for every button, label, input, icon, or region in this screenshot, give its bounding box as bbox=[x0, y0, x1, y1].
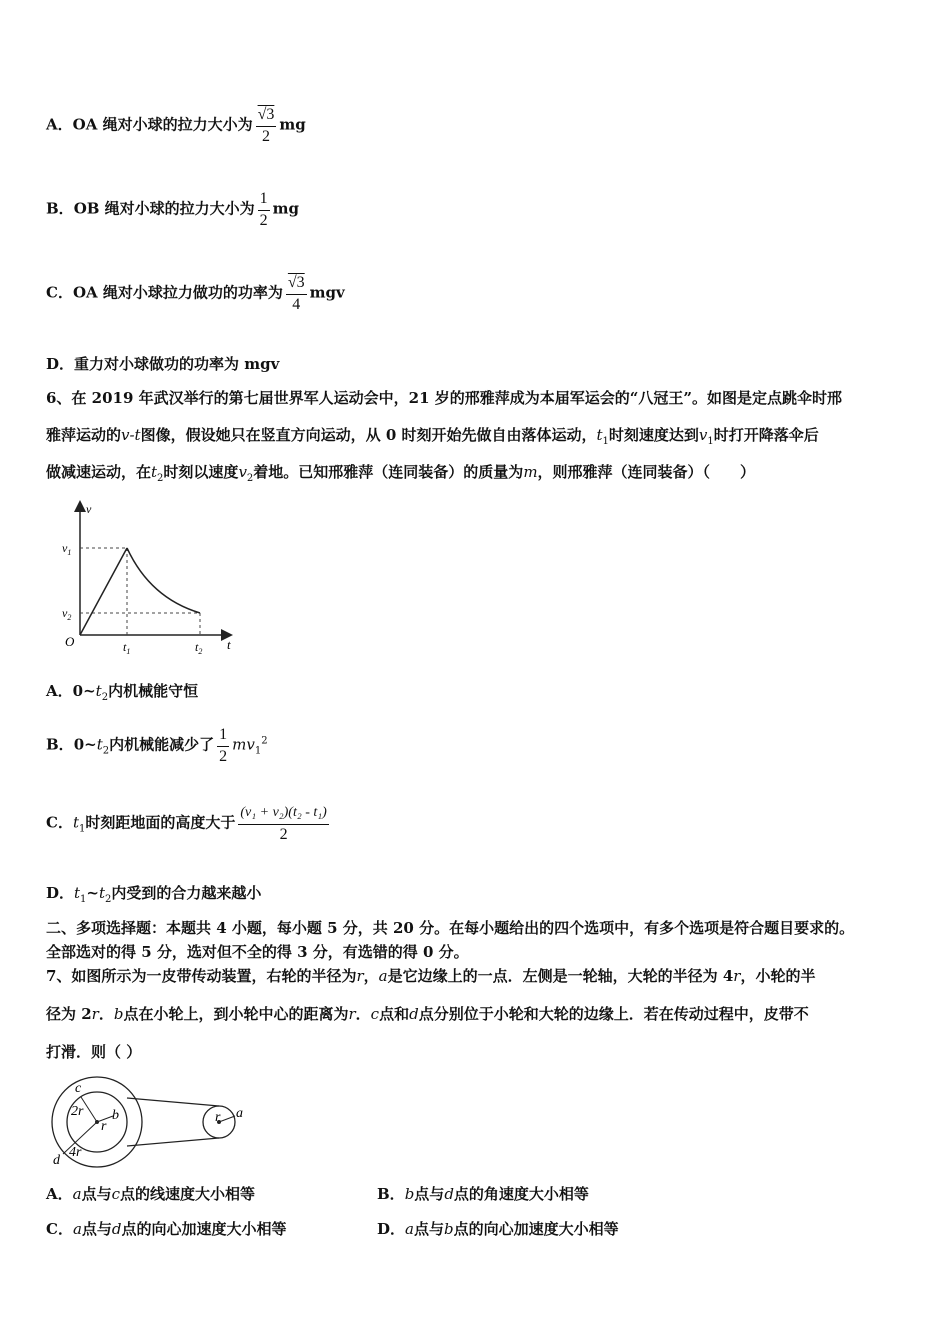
math-var: m bbox=[523, 463, 538, 481]
q7-stem-line2 bbox=[46, 1004, 809, 1024]
option-label: A． bbox=[46, 115, 73, 134]
belt-top bbox=[127, 1098, 219, 1106]
vt-graph bbox=[55, 500, 255, 660]
section2-line2: 全部选对的得 5 分，选对但不全的得 3 分，有选错的得 0 分。 bbox=[46, 943, 469, 961]
fraction-denominator: 2 bbox=[256, 126, 277, 147]
option-text: 重力对小球做功的功率为 mgv bbox=[74, 355, 280, 373]
text: 点的向心加速度大小相等 bbox=[453, 1220, 619, 1238]
belt-bottom bbox=[127, 1138, 219, 1146]
deceleration-curve bbox=[127, 548, 200, 613]
text: 点与 bbox=[81, 1185, 112, 1203]
text: 时刻距地面的高度大于 bbox=[85, 813, 236, 832]
subscript: 2 bbox=[105, 894, 112, 905]
math-var: r bbox=[356, 967, 364, 985]
subscript: 2 bbox=[101, 692, 109, 703]
subscript: 1 bbox=[602, 436, 609, 447]
math-var: r bbox=[91, 1005, 99, 1023]
fraction-numerator: 1 bbox=[219, 726, 228, 743]
math-var: d bbox=[444, 1185, 454, 1203]
text: 内受到的合力越来越小 bbox=[111, 884, 262, 902]
q7-option-a[interactable] bbox=[46, 1184, 255, 1204]
q6-option-b[interactable] bbox=[46, 724, 268, 767]
text: ~ bbox=[86, 884, 99, 902]
option-label: D． bbox=[377, 1220, 406, 1238]
math-var: b bbox=[113, 1005, 124, 1023]
option-label: A． bbox=[46, 682, 73, 700]
subscript: 1 bbox=[78, 823, 86, 835]
math-var: a bbox=[72, 1220, 82, 1238]
fraction-numerator: (v₁ + v₂)(t₂ - t₁) bbox=[240, 805, 327, 820]
label-d: d bbox=[53, 1153, 60, 1168]
text: 时刻以速度 bbox=[163, 463, 239, 481]
math-var: r bbox=[733, 967, 741, 985]
q7-stem-line1 bbox=[46, 966, 815, 986]
text: ，则邢雅萍（连同装备）（ ） bbox=[537, 463, 756, 481]
q6-option-a[interactable] bbox=[46, 681, 198, 708]
label-b: b bbox=[112, 1108, 119, 1123]
q7-option-c[interactable] bbox=[46, 1219, 287, 1239]
math-var: v bbox=[238, 463, 247, 481]
math-var: v-t bbox=[121, 426, 141, 444]
option-text: OB 绳对小球的拉力大小为 bbox=[73, 199, 255, 218]
text: 点在小轮上，到小轮中心的距离为 bbox=[123, 1005, 349, 1023]
center-dot-left bbox=[95, 1120, 99, 1124]
fraction bbox=[238, 802, 328, 845]
text: 点和 bbox=[379, 1005, 410, 1023]
text: 点与 bbox=[414, 1185, 445, 1203]
q7-stem-line3: 打滑．则（ ） bbox=[46, 1043, 142, 1061]
text: 时打开降落伞后 bbox=[713, 426, 819, 444]
math-var: t bbox=[72, 813, 79, 832]
text: 0~ bbox=[72, 682, 96, 700]
math-var: c bbox=[111, 1185, 121, 1203]
math-var: t bbox=[95, 682, 102, 700]
text: 图像，假设她只在竖直方向运动，从 0 时刻开始先做自由落体运动， bbox=[140, 426, 597, 444]
fraction-denominator: 2 bbox=[259, 212, 268, 229]
text: 点的角速度大小相等 bbox=[453, 1185, 589, 1203]
label-r-left: r bbox=[101, 1119, 107, 1134]
option-label: B． bbox=[46, 199, 74, 218]
option-label: C． bbox=[46, 283, 73, 302]
q6-option-d[interactable] bbox=[46, 883, 261, 910]
fraction bbox=[258, 188, 270, 231]
math-var: d bbox=[409, 1005, 419, 1023]
belt-drive-diagram bbox=[45, 1072, 260, 1174]
q6-stem-line1: 6、在 2019 年武汉举行的第七届世界军人运动会中，21 岁的邢雅萍成为本届军运会的“八冠王”。如图是定点跳伞时邢 bbox=[46, 389, 842, 407]
q5-option-b[interactable] bbox=[46, 188, 299, 231]
label-c: c bbox=[75, 1081, 82, 1096]
option-unit: mg bbox=[279, 115, 306, 134]
text: 雅萍运动的 bbox=[46, 426, 122, 444]
math-var: c bbox=[370, 1005, 380, 1023]
t2-label: $t_2$ bbox=[195, 640, 203, 656]
fraction bbox=[256, 104, 277, 147]
t1-label: $t_1$ bbox=[123, 640, 131, 656]
option-label: C． bbox=[46, 1220, 73, 1238]
text: 点的向心加速度大小相等 bbox=[121, 1220, 287, 1238]
fraction-numerator: 1 bbox=[259, 190, 268, 207]
text: 径为 2 bbox=[46, 1005, 92, 1023]
math-var: t bbox=[151, 463, 158, 481]
option-label: D． bbox=[46, 355, 75, 373]
q7-option-b[interactable] bbox=[377, 1184, 589, 1204]
option-text: OA 绳对小球的拉力大小为 bbox=[72, 115, 253, 134]
label-r-right: r bbox=[215, 1110, 221, 1125]
v2-label: $v_2$ bbox=[62, 606, 72, 622]
option-label: A． bbox=[46, 1185, 73, 1203]
text: 内机械能减少了 bbox=[109, 735, 215, 754]
subscript: 1 bbox=[707, 436, 714, 447]
option-label: D． bbox=[46, 884, 75, 902]
t-axis-label: t bbox=[227, 637, 231, 652]
math-var: t bbox=[96, 735, 103, 754]
math-var: a bbox=[72, 1185, 82, 1203]
text: 是它边缘上的一点．左侧是一轮轴，大轮的半径为 4 bbox=[387, 967, 734, 985]
q5-option-c[interactable] bbox=[46, 272, 345, 315]
fraction bbox=[286, 272, 307, 315]
fraction-numerator: √3 bbox=[287, 274, 305, 291]
subscript: 2 bbox=[246, 473, 254, 484]
label-a: a bbox=[236, 1106, 243, 1121]
option-label: B． bbox=[377, 1185, 405, 1203]
text: ，小轮的半 bbox=[740, 967, 816, 985]
fraction-denominator: 2 bbox=[219, 748, 228, 765]
subscript: 1 bbox=[80, 894, 87, 905]
text: ． bbox=[98, 1005, 114, 1023]
text: 点与 bbox=[81, 1220, 112, 1238]
math-var: a bbox=[405, 1220, 414, 1238]
superscript: 2 bbox=[261, 735, 268, 747]
q6-stem-line2 bbox=[46, 425, 819, 452]
text: 点的线速度大小相等 bbox=[120, 1185, 256, 1203]
q5-option-a[interactable] bbox=[46, 104, 306, 147]
label-4r: 4r bbox=[69, 1145, 82, 1160]
label-2r: 2r bbox=[71, 1104, 84, 1119]
math-expr: mv bbox=[232, 735, 255, 754]
text: ， bbox=[363, 967, 379, 985]
math-var: t bbox=[99, 884, 106, 902]
option-label: C． bbox=[46, 813, 73, 832]
text: 时刻速度达到 bbox=[608, 426, 699, 444]
text: 做减速运动，在 bbox=[46, 463, 152, 481]
text: ． bbox=[355, 1005, 371, 1023]
v-axis-label: v bbox=[86, 502, 92, 516]
freefall-line bbox=[80, 548, 127, 635]
radius-a bbox=[219, 1116, 235, 1122]
option-text: OA 绳对小球拉力做功的功率为 bbox=[72, 283, 283, 302]
origin-label: O bbox=[65, 634, 75, 649]
text: 点分别位于小轮和大轮的边缘上．若在传动过程中，皮带不 bbox=[418, 1005, 809, 1023]
q5-option-d[interactable] bbox=[46, 354, 279, 374]
math-var: t bbox=[74, 884, 81, 902]
option-unit: mgv bbox=[309, 283, 345, 302]
math-var: b bbox=[404, 1185, 415, 1203]
math-var: r bbox=[348, 1005, 356, 1023]
fraction bbox=[217, 724, 229, 767]
subscript: 1 bbox=[254, 745, 262, 757]
v1-label: $v_1$ bbox=[62, 541, 72, 557]
fraction-denominator: 2 bbox=[238, 824, 328, 845]
option-unit: mg bbox=[272, 199, 300, 218]
subscript: 2 bbox=[157, 473, 164, 484]
math-var: b bbox=[443, 1220, 454, 1238]
text: 内机械能守恒 bbox=[108, 682, 199, 700]
text: 点与 bbox=[413, 1220, 444, 1238]
text: 0~ bbox=[73, 735, 97, 754]
section2-line1: 二、多项选择题：本题共 4 小题，每小题 5 分，共 20 分。在每小题给出的四个选项中，有多个选项是符合题目要求的。 bbox=[46, 919, 855, 937]
q6-stem-line3 bbox=[46, 462, 755, 489]
math-var: a bbox=[378, 967, 388, 985]
option-label: B． bbox=[46, 735, 74, 754]
text: 着地。已知邢雅萍（连同装备）的质量为 bbox=[253, 463, 524, 481]
math-var: t bbox=[596, 426, 603, 444]
math-var: v bbox=[698, 426, 708, 444]
text: 7、如图所示为一皮带传动装置，右轮的半径为 bbox=[46, 967, 357, 985]
subscript: 2 bbox=[102, 745, 110, 757]
fraction-numerator: √3 bbox=[257, 106, 275, 123]
q7-option-d[interactable] bbox=[377, 1219, 619, 1239]
q6-option-c[interactable] bbox=[46, 802, 332, 845]
fraction-denominator: 4 bbox=[286, 294, 307, 315]
math-var: d bbox=[111, 1220, 122, 1238]
